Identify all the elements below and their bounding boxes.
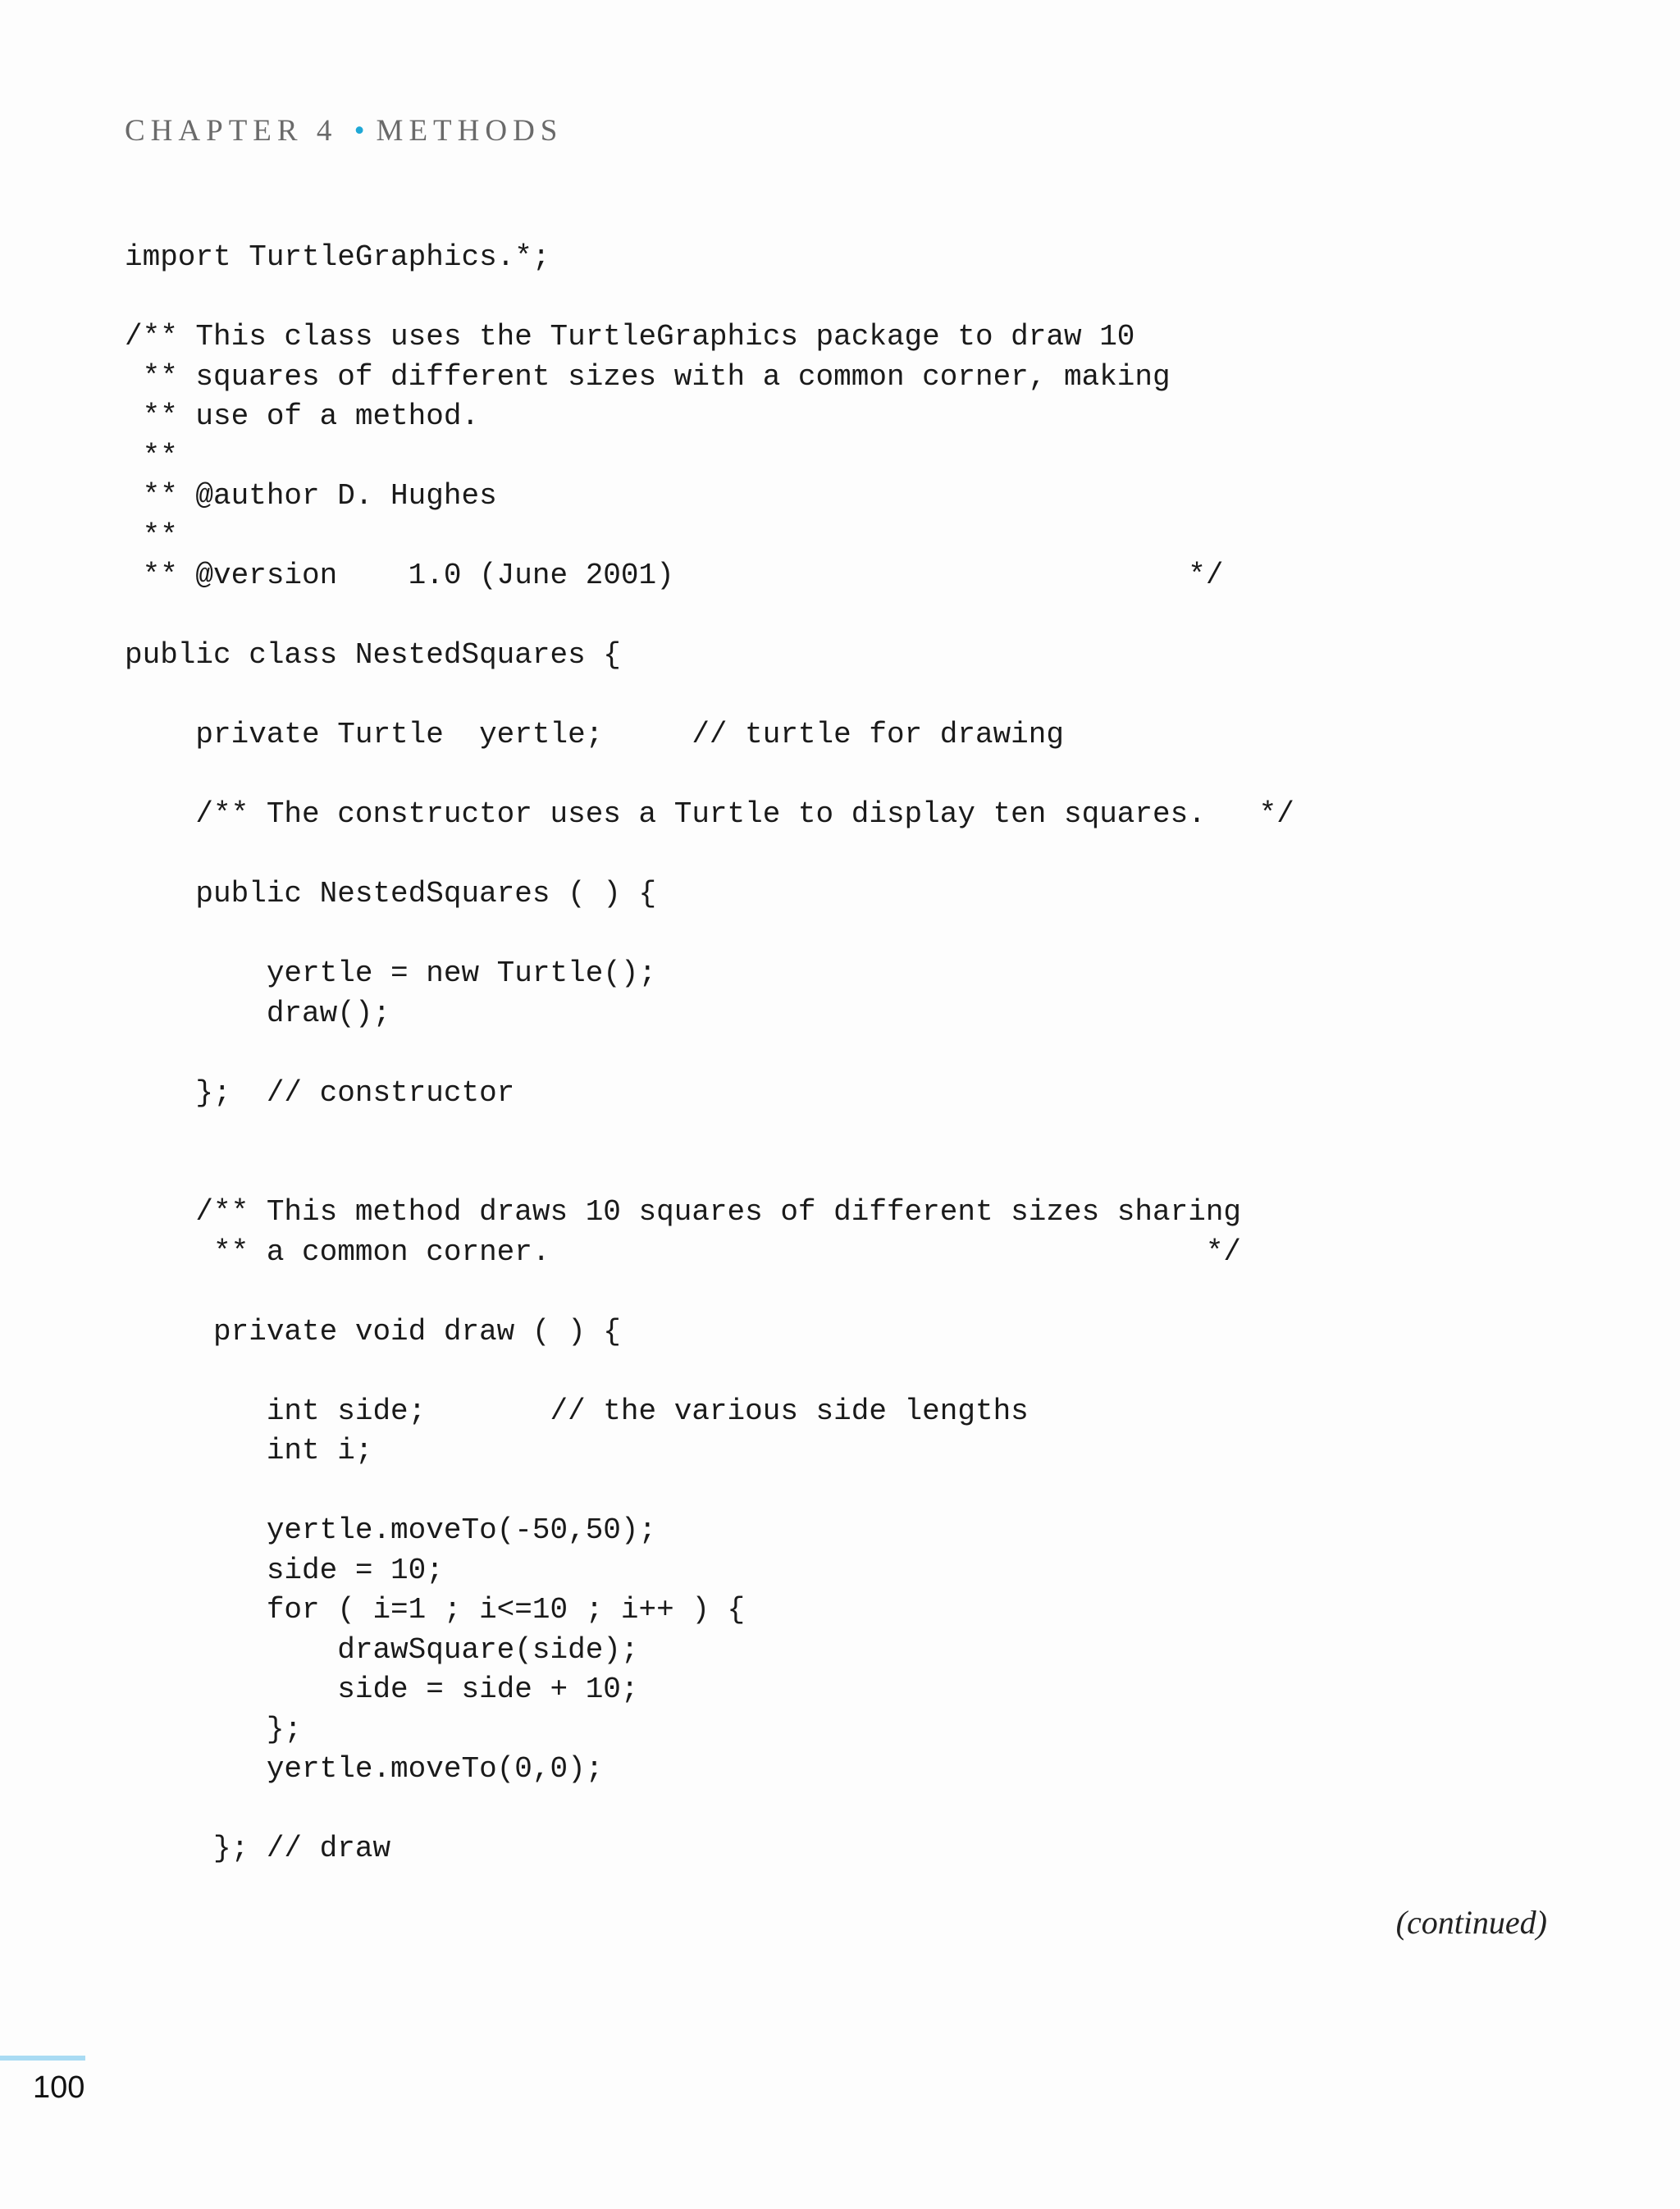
code-line: ** @version 1.0 (June 2001) */ bbox=[125, 559, 1224, 592]
page-number: 100 bbox=[33, 2070, 85, 2105]
running-head bbox=[125, 112, 563, 151]
code-line: ** use of a method. bbox=[125, 399, 480, 433]
code-line bbox=[125, 835, 1294, 875]
code-line: ** @author D. Hughes bbox=[125, 479, 497, 513]
code-line bbox=[125, 1352, 1294, 1392]
continued-label: (continued) bbox=[1395, 1904, 1547, 1941]
code-line bbox=[125, 1472, 1294, 1512]
separator-dot: • bbox=[354, 114, 365, 148]
code-line: side = side + 10; bbox=[125, 1673, 639, 1706]
code-listing bbox=[125, 238, 1294, 1869]
code-line: ** bbox=[125, 439, 178, 473]
code-line: ** a common corner. */ bbox=[125, 1235, 1242, 1269]
code-line: }; // constructor bbox=[125, 1075, 515, 1110]
code-line: /** This class uses the TurtleGraphics package to draw 10 bbox=[125, 320, 1135, 354]
code-line: }; // draw bbox=[125, 1832, 391, 1865]
code-line bbox=[125, 1272, 1294, 1312]
code-line bbox=[125, 915, 1294, 955]
code-line: for ( i=1 ; i<=10 ; i++ ) { bbox=[125, 1593, 746, 1627]
code-line: /** The constructor uses a Turtle to display ten squares. */ bbox=[125, 797, 1294, 831]
code-line bbox=[125, 1153, 1294, 1193]
folio-bar bbox=[0, 2056, 85, 2061]
code-line: drawSquare(side); bbox=[125, 1632, 639, 1667]
chapter-title: METHODS bbox=[376, 114, 564, 148]
code-line: /** This method draws 10 squares of different sizes sharing bbox=[125, 1195, 1242, 1229]
code-line bbox=[125, 755, 1294, 796]
code-line: draw(); bbox=[125, 996, 391, 1030]
code-line: private void draw ( ) { bbox=[125, 1314, 621, 1349]
chapter-label: CHAPTER 4 bbox=[125, 114, 338, 148]
code-line bbox=[125, 1790, 1294, 1830]
code-line: yertle = new Turtle(); bbox=[125, 956, 657, 990]
code-line bbox=[125, 596, 1294, 637]
code-line bbox=[125, 1034, 1294, 1074]
code-line bbox=[125, 278, 1294, 318]
code-line: public class NestedSquares { bbox=[125, 638, 621, 672]
code-line: yertle.moveTo(0,0); bbox=[125, 1752, 604, 1786]
code-line: side = 10; bbox=[125, 1553, 444, 1587]
code-line: ** squares of different sizes with a common corner, making bbox=[125, 359, 1171, 394]
code-line: int side; // the various side lengths bbox=[125, 1394, 1029, 1428]
code-line: int i; bbox=[125, 1434, 373, 1467]
code-line bbox=[125, 676, 1294, 716]
code-line: yertle.moveTo(-50,50); bbox=[125, 1513, 657, 1547]
code-line: ** bbox=[125, 518, 178, 553]
code-line bbox=[125, 1113, 1294, 1153]
code-line: private Turtle yertle; // turtle for drawing bbox=[125, 718, 1064, 751]
code-line: public NestedSquares ( ) { bbox=[125, 877, 657, 911]
code-line: }; bbox=[125, 1712, 303, 1746]
code-line: import TurtleGraphics.*; bbox=[125, 240, 550, 274]
